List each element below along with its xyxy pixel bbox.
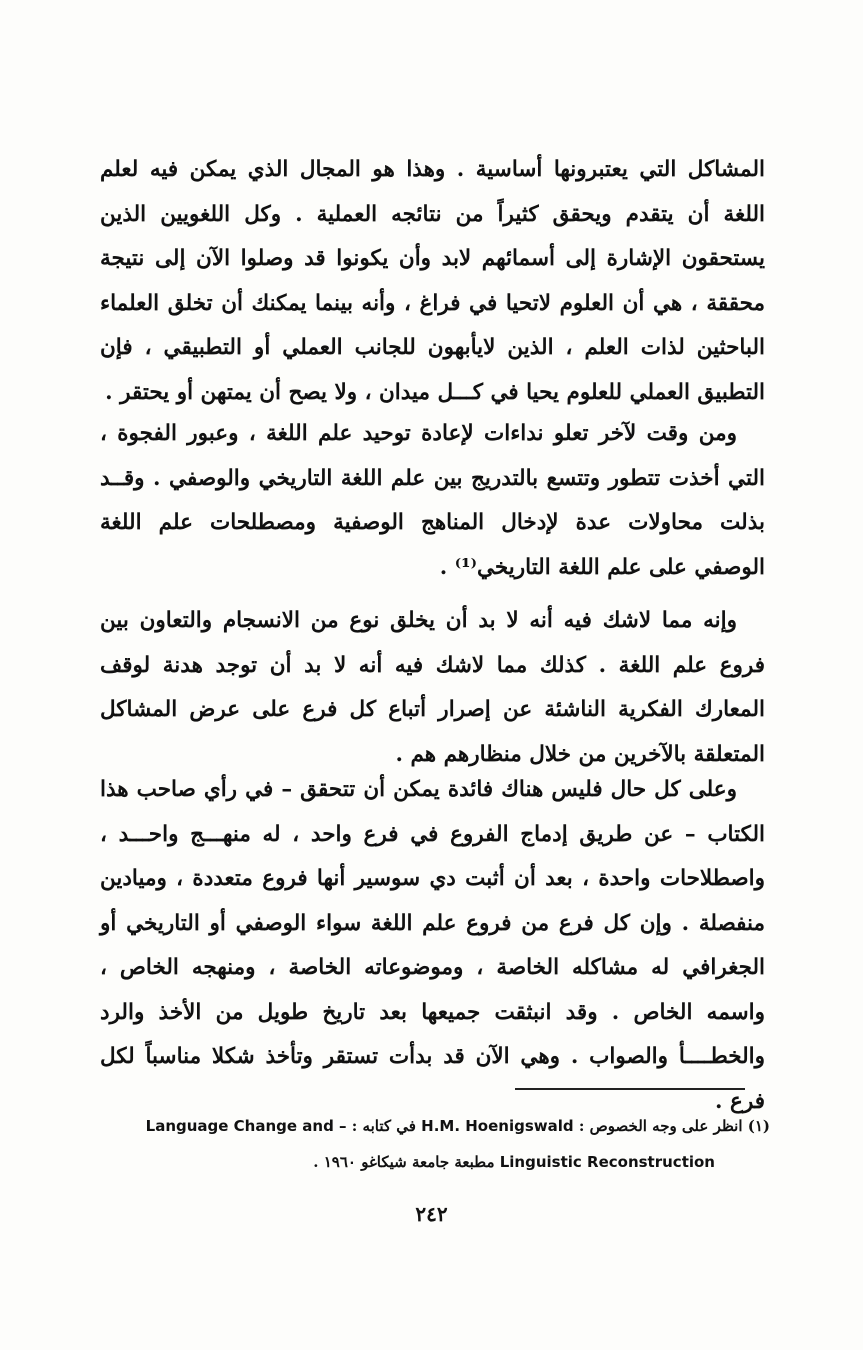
page-number: ٢٤٢ bbox=[415, 1202, 448, 1226]
footnote-separator bbox=[515, 1088, 745, 1090]
footnote-prefix: (١) انظر على وجه الخصوص : bbox=[578, 1117, 770, 1135]
footnote-line-2 bbox=[80, 1144, 770, 1180]
paragraph-4: وعلى كل حال فليس هناك فائدة يمكن أن تتحقق – في رأي صاحب هذا الكتاب – عن طريق إدماج الفروع في فرع واحد ، له منهـــج واحـــد ، واصطلاحات واحدة ، بعد أن أثبت دي سوسير أنها فروع متعددة ، وميادين منفصلة . وإن كل فرع من فروع علم اللغة سواء الوصفي أو التاريخي أو الجغرافي له مشاكله الخاصة ، وموضوعاته الخاصة ، ومنهجه الخاص ، واسمه الخاص . وقد انبثقت جميعها بعد تاريخ طويل من الأخذ والرد والخطــــأ والصواب . وهي الآن قد بدأت تستقر وتأخذ شكلا مناسباً لكل فرع . bbox=[100, 777, 765, 1114]
paragraph-1: المشاكل التي يعتبرونها أساسية . وهذا هو المجال الذي يمكن فيه لعلم اللغة أن يتقدم ويحقق كثيراً من نتائجه العملية . وكل اللغويين الذين يستحقون الإشارة إلى أسمائهم لابد وأن يكونوا قد وصلوا الآن إلى نتيجة محققة ، هي أن العلوم لاتحيا في فراغ ، وأنه بينما يمكنك أن تخلق العلماء الباحثين لذات العلم ، الذين لايأبهون للجانب العملي أو التطبيقي ، فإن التطبيق العملي للعلوم يحيا في كـــل ميدان ، ولا يصح أن يمتهن أو يحتقر . bbox=[100, 157, 765, 405]
footnote-author: H.M. Hoenigswald bbox=[421, 1117, 574, 1135]
footnote-in-book: في كتابه : bbox=[351, 1117, 416, 1135]
footnote-publisher: مطبعة جامعة شيكاغو ١٩٦٠ . bbox=[313, 1153, 495, 1171]
paragraph-3: وإنه مما لاشك فيه أنه لا بد أن يخلق نوع من الانسجام والتعاون بين فروع علم اللغة . كذلك مما لاشك فيه أنه لا بد أن توجد هدنة لوقف المعارك الفكرية الناشئة عن إصرار أتباع كل فرع على عرض المشاكل المتعلقة بالآخرين من خلال منظارهم هم . bbox=[100, 608, 765, 767]
footnote-title-part1: Language Change and – bbox=[145, 1117, 347, 1135]
footnote-line-1 bbox=[80, 1108, 770, 1144]
footnote-title-part2: Linguistic Reconstruction bbox=[499, 1153, 715, 1171]
paragraph-2: ومن وقت لآخر تعلو نداءات لإعادة توحيد علم اللغة ، وعبور الفجوة ، التي أخذت تتطور وتتسع بالتدريج بين علم اللغة التاريخي والوصفي . وقــد بذلت محاولات عدة لإدخال المناهج الوصفية ومصطلحات علم اللغة الوصفي على علم اللغة التاريخي⁽¹⁾ . bbox=[100, 421, 765, 580]
